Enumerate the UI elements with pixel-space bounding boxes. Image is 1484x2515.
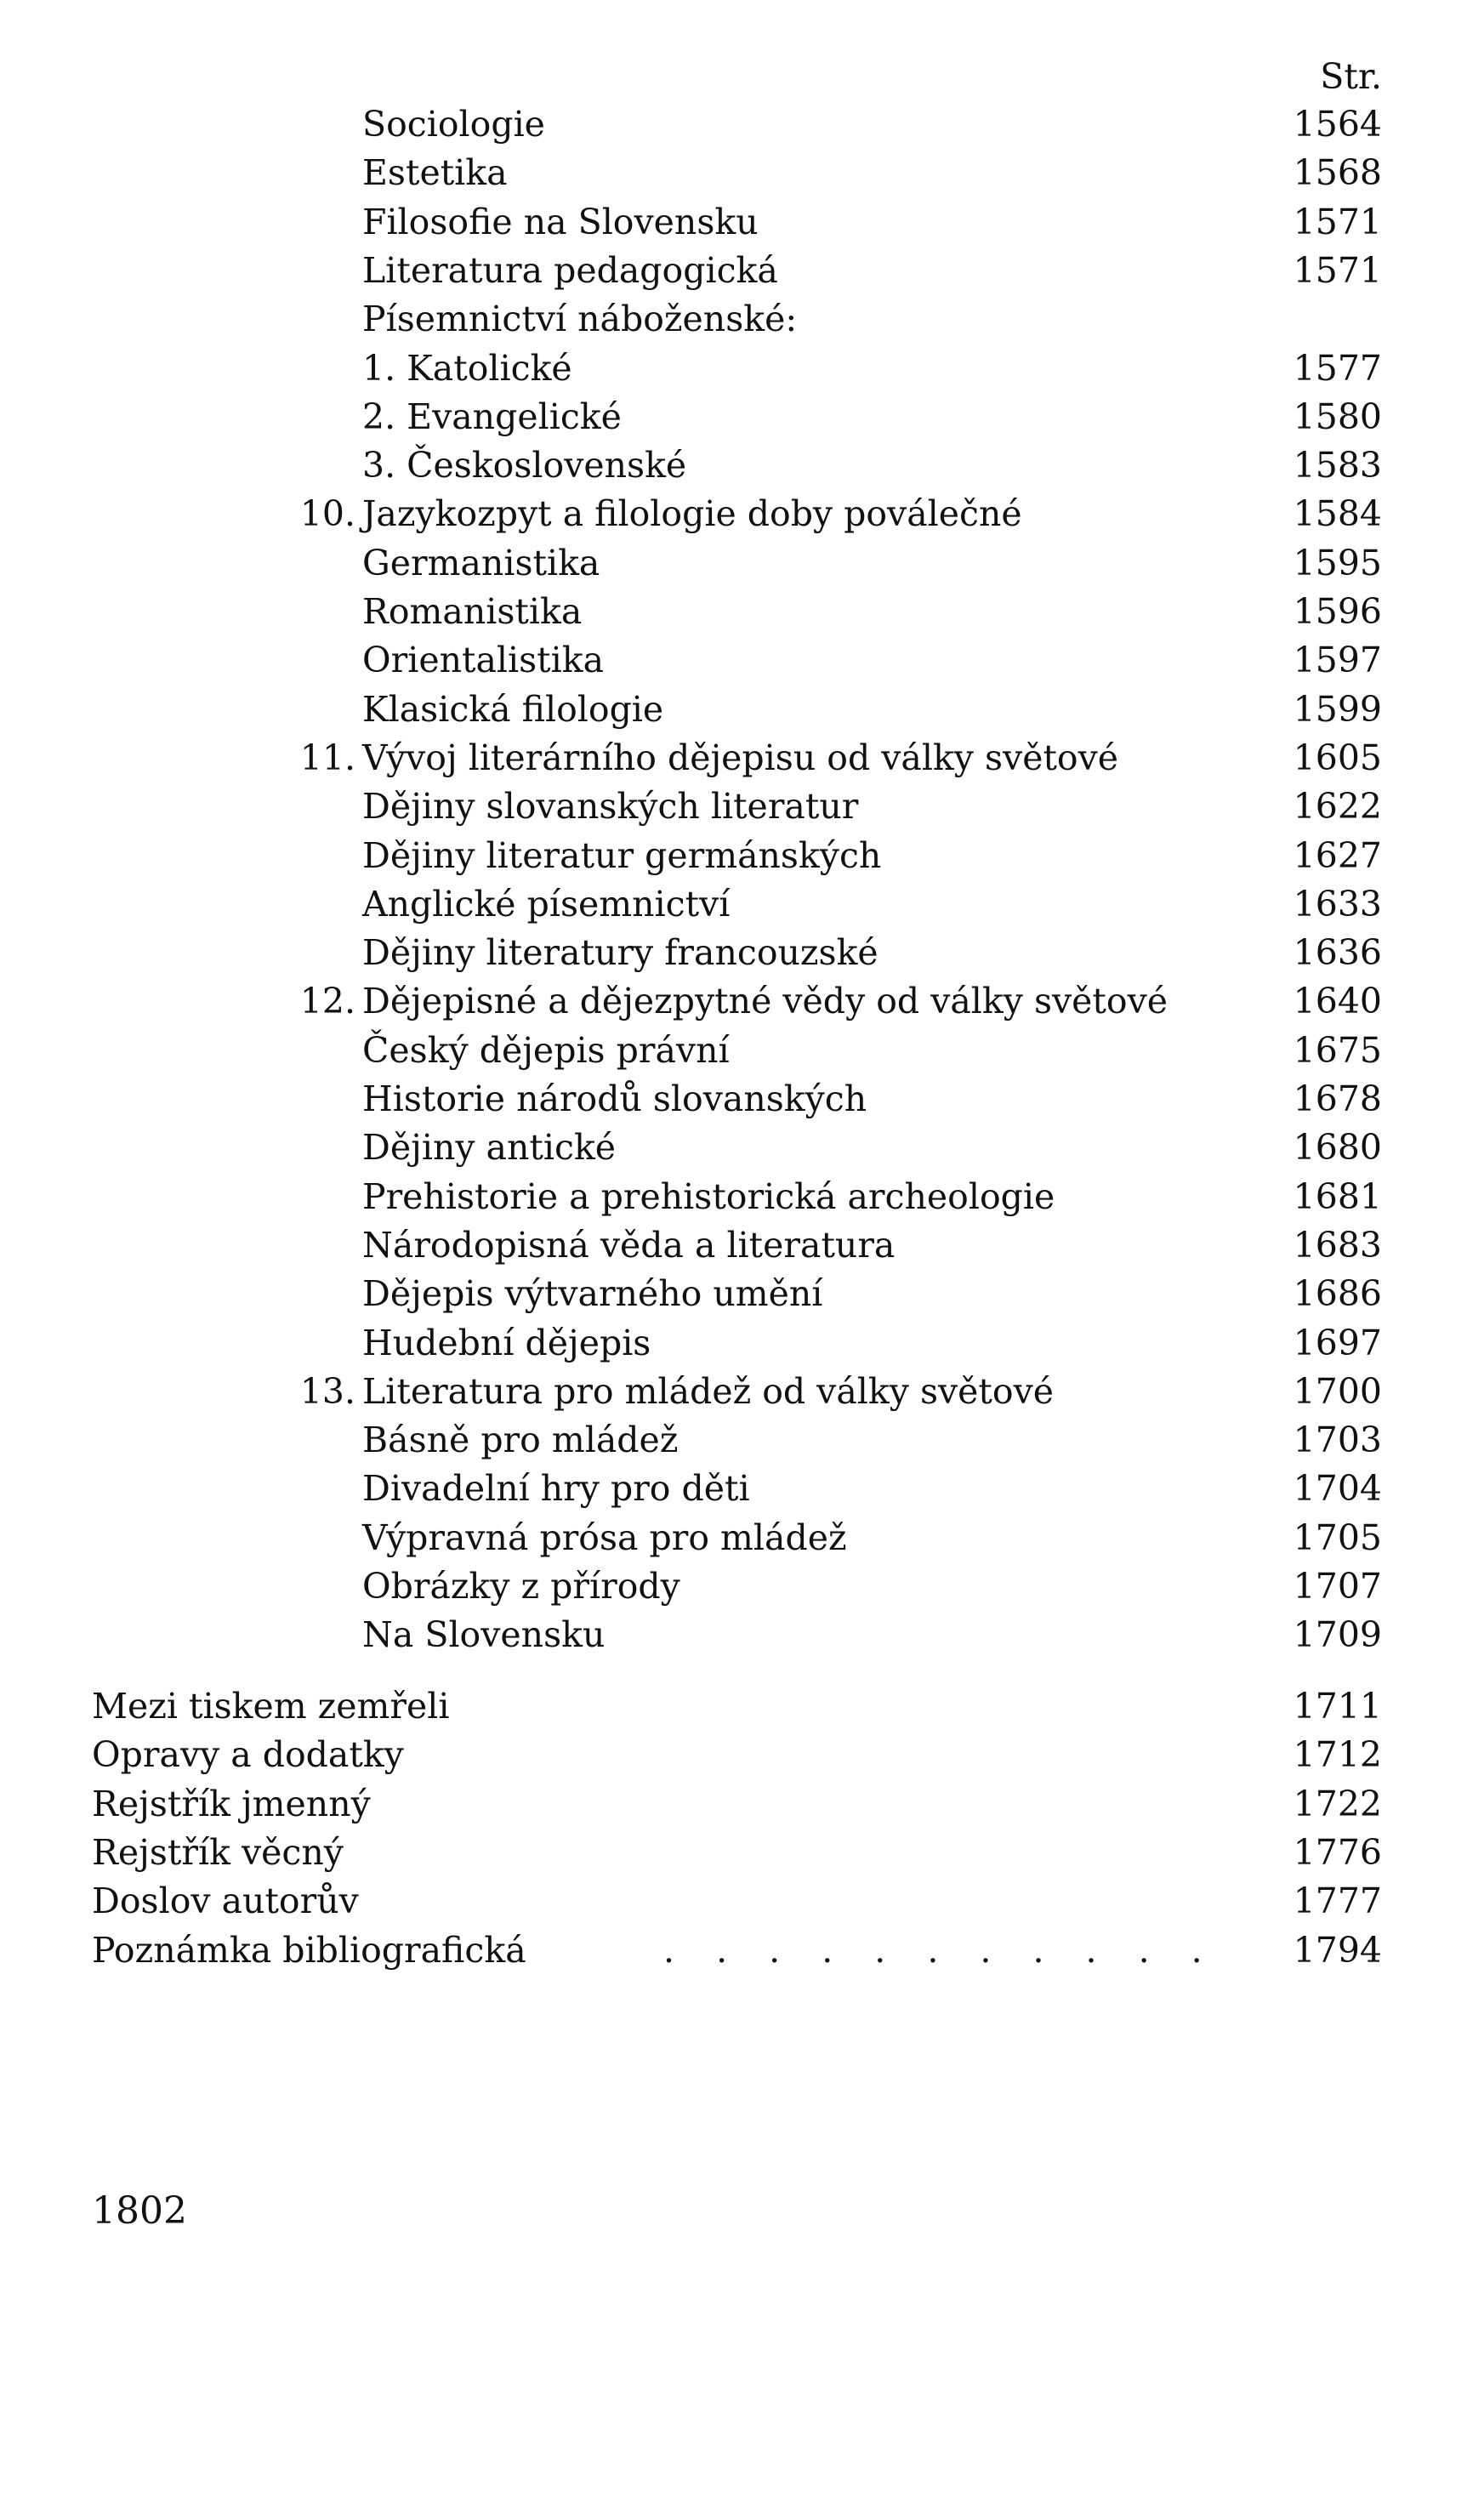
back-matter-page: 1711 xyxy=(1293,1686,1382,1727)
toc-entry xyxy=(0,1465,1484,1512)
toc-entry-title: Klasická filologie xyxy=(362,688,664,730)
toc-entry-page: 1636 xyxy=(1293,932,1382,974)
toc-entry-page: 1683 xyxy=(1293,1224,1382,1266)
toc-entry-page: 1640 xyxy=(1293,981,1382,1022)
toc-entry-page: 1686 xyxy=(1293,1273,1382,1315)
toc-entry xyxy=(0,734,1484,782)
toc-entry-number: 11. xyxy=(299,737,355,778)
toc-entry xyxy=(0,1221,1484,1269)
toc-entry xyxy=(0,1270,1484,1317)
toc-entry-title: Dějiny literatury francouzské xyxy=(362,932,878,974)
toc-entry-page: 1678 xyxy=(1293,1078,1382,1119)
toc-entry-page: 1605 xyxy=(1293,737,1382,778)
dot-leader: . . . . . . . . . . . xyxy=(663,1929,1218,1971)
toc-entry xyxy=(0,295,1484,343)
toc-entry-title: Historie národů slovanských xyxy=(362,1078,867,1119)
toc-entry xyxy=(0,441,1484,489)
toc-entry-page: 1704 xyxy=(1293,1468,1382,1510)
toc-entry-title: Národopisná věda a literatura xyxy=(362,1224,896,1266)
toc-entry-page: 1709 xyxy=(1293,1614,1382,1656)
back-matter-title: Poznámka bibliografická xyxy=(92,1929,526,1971)
toc-entry-page: 1697 xyxy=(1293,1322,1382,1363)
toc-entry-page: 1705 xyxy=(1293,1516,1382,1558)
back-matter-title: Doslov autorův xyxy=(92,1881,359,1922)
toc-entry-title: Anglické písemnictví xyxy=(362,883,731,925)
toc-entry-page: 1700 xyxy=(1293,1370,1382,1412)
back-matter-entry xyxy=(0,1780,1484,1828)
toc-entry-title: Hudební dějepis xyxy=(362,1322,651,1363)
toc-entry-page: 1568 xyxy=(1293,152,1382,194)
toc-entry-title: 3. Československé xyxy=(362,445,687,486)
toc-entry xyxy=(0,636,1484,684)
toc-entry xyxy=(0,1514,1484,1562)
back-matter-page: 1712 xyxy=(1293,1734,1382,1776)
toc-entry-title: Dějiny literatur germánských xyxy=(362,834,882,876)
toc-entry-page: 1577 xyxy=(1293,347,1382,389)
back-matter-entry xyxy=(0,1829,1484,1876)
toc-entry-title: Český dějepis právní xyxy=(362,1029,730,1071)
toc-entry xyxy=(0,198,1484,246)
toc-entry-page: 1571 xyxy=(1293,249,1382,291)
toc-entry xyxy=(0,539,1484,587)
toc-entry-page: 1707 xyxy=(1293,1566,1382,1607)
toc-entry xyxy=(0,247,1484,294)
page-number: 1802 xyxy=(92,2189,187,2233)
toc-entry xyxy=(0,1319,1484,1367)
toc-entry-page: 1597 xyxy=(1293,640,1382,681)
toc-entry xyxy=(0,344,1484,392)
toc-entry-title: Sociologie xyxy=(362,104,545,145)
toc-entry xyxy=(0,929,1484,976)
back-matter-entry xyxy=(0,1731,1484,1778)
toc-entry-page: 1571 xyxy=(1293,201,1382,242)
toc-entry-title: 2. Evangelické xyxy=(362,395,622,437)
back-matter-title: Rejstřík jmenný xyxy=(92,1783,371,1824)
toc-entry-page: 1583 xyxy=(1293,445,1382,486)
toc-entry xyxy=(0,880,1484,928)
toc-entry xyxy=(0,393,1484,441)
toc-entry xyxy=(0,977,1484,1025)
back-matter-page: 1776 xyxy=(1293,1831,1382,1873)
toc-entry-title: Básně pro mládež xyxy=(362,1420,679,1461)
toc-entry-page: 1599 xyxy=(1293,688,1382,730)
toc-entry-title: Písemnictví náboženské: xyxy=(362,299,798,340)
toc-entry xyxy=(0,490,1484,538)
toc-entry-title: Dějepis výtvarného umění xyxy=(362,1273,823,1315)
toc-entry-title: Výpravná prósa pro mládež xyxy=(362,1516,847,1558)
toc-entry xyxy=(0,686,1484,733)
toc-entry-number: 10. xyxy=(299,493,355,535)
toc-entry xyxy=(0,1562,1484,1610)
back-matter-title: Opravy a dodatky xyxy=(92,1734,404,1776)
toc-entry-page: 1633 xyxy=(1293,883,1382,925)
toc-entry-page: 1596 xyxy=(1293,591,1382,632)
toc-entry-title: Divadelní hry pro děti xyxy=(362,1468,750,1510)
toc-entry xyxy=(0,1027,1484,1074)
toc-entry-title: Obrázky z přírody xyxy=(362,1566,680,1607)
toc-entry xyxy=(0,100,1484,148)
toc-entry-title: Estetika xyxy=(362,152,508,194)
back-matter-entry xyxy=(0,1877,1484,1925)
toc-entry xyxy=(0,1124,1484,1171)
back-matter-entry xyxy=(0,1926,1484,1974)
toc-entry-page: 1703 xyxy=(1293,1420,1382,1461)
toc-entry-page: 1622 xyxy=(1293,786,1382,828)
toc-entry-title: Germanistika xyxy=(362,542,600,583)
toc-entry xyxy=(0,1416,1484,1464)
toc-entry-page: 1681 xyxy=(1293,1175,1382,1217)
page-column-header: Str. xyxy=(1320,56,1382,97)
toc-entry-number: 12. xyxy=(299,981,355,1022)
toc-entry-title: Vývoj literárního dějepisu od války světové xyxy=(362,737,1119,778)
back-matter-page: 1794 xyxy=(1293,1929,1382,1971)
toc-entry xyxy=(0,1611,1484,1659)
toc-entry-page: 1564 xyxy=(1293,104,1382,145)
toc-entry-title: Dějiny slovanských literatur xyxy=(362,786,859,828)
toc-entry xyxy=(0,1368,1484,1415)
back-matter-page: 1777 xyxy=(1293,1881,1382,1922)
toc-entry-page: 1580 xyxy=(1293,395,1382,437)
toc-entry-title: 1. Katolické xyxy=(362,347,572,389)
toc-entry xyxy=(0,782,1484,830)
toc-entry xyxy=(0,1173,1484,1221)
toc-entry-page: 1675 xyxy=(1293,1029,1382,1071)
toc-entry-title: Filosofie na Slovensku xyxy=(362,201,759,242)
toc-entry xyxy=(0,832,1484,879)
toc-entry xyxy=(0,149,1484,196)
toc-entry xyxy=(0,588,1484,635)
toc-entry xyxy=(0,1075,1484,1123)
back-matter-title: Mezi tiskem zemřeli xyxy=(92,1686,450,1727)
toc-entry-title: Dějepisné a dějezpytné vědy od války světové xyxy=(362,981,1168,1022)
toc-entry-title: Orientalistika xyxy=(362,640,605,681)
back-matter-title: Rejstřík věcný xyxy=(92,1831,344,1873)
toc-entry-page: 1627 xyxy=(1293,834,1382,876)
toc-entry-page: 1680 xyxy=(1293,1127,1382,1169)
toc-entry-number: 13. xyxy=(299,1370,355,1412)
back-matter-entry xyxy=(0,1682,1484,1730)
toc-entry-title: Literatura pedagogická xyxy=(362,249,778,291)
back-matter-page: 1722 xyxy=(1293,1783,1382,1824)
toc-entry-page: 1595 xyxy=(1293,542,1382,583)
toc-entry-title: Romanistika xyxy=(362,591,583,632)
toc-entry-page: 1584 xyxy=(1293,493,1382,535)
toc-entry-title: Jazykozpyt a filologie doby poválečné xyxy=(362,493,1022,535)
toc-entry-title: Prehistorie a prehistorická archeologie xyxy=(362,1175,1055,1217)
toc-entry-title: Literatura pro mládež od války světové xyxy=(362,1370,1054,1412)
toc-entry-title: Na Slovensku xyxy=(362,1614,606,1656)
toc-entry-title: Dějiny antické xyxy=(362,1127,617,1169)
